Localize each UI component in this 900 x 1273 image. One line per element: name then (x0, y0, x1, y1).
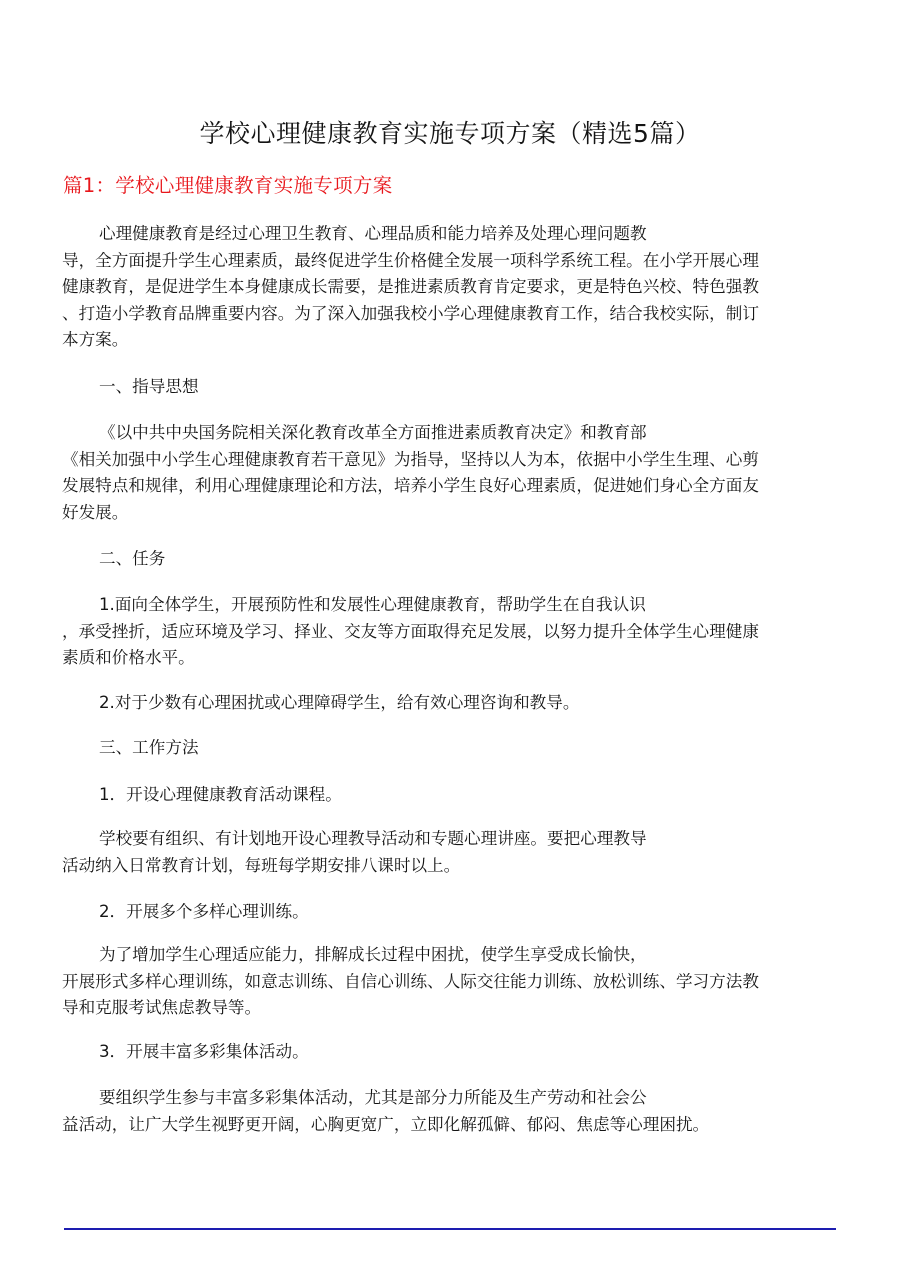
text-line: 学校要有组织、有计划地开设心理教导活动和专题心理讲座。要把心理教导 (99, 829, 647, 848)
text-line: ，承受挫折，适应环境及学习、择业、交友等方面取得充足发展，以努力提升全体学生心理健康 (62, 621, 759, 641)
method-2-title (62, 899, 842, 926)
subheading: 二、任务 (99, 549, 166, 568)
text-line: 本方案。 (62, 330, 129, 349)
text-line: 发展特点和规律，利用心理健康理论和方法，培养小学生良好心理素质，促进她们身心全方面友 (62, 476, 759, 495)
text-line: 素质和价格水平。 (62, 648, 195, 667)
text-line: 益活动，让广大学生视野更开阔，心胸更宽广，立即化解孤僻、郁闷、焦虑等心理困扰。 (62, 1114, 710, 1134)
text-line: 1．开设心理健康教育活动课程。 (99, 785, 342, 804)
text-line: 《相关加强中小学生心理健康教育若干意见》为指导，坚持以人为本，依据中小学生生理、心剪 (62, 449, 759, 469)
method-1-body (62, 826, 842, 879)
footer-divider (64, 1228, 836, 1230)
text-line: 2.对于少数有心理困扰或心理障碍学生，给有效心理咨询和教导。 (99, 693, 580, 712)
text-line: 健康教育，是促进学生本身健康成长需要，是推进素质教育肯定要求，更是特色兴校、特色强教 (62, 277, 759, 296)
text-line: 1.面向全体学生，开展预防性和发展性心理健康教育，帮助学生在自我认识 (99, 595, 646, 614)
text-line: 心理健康教育是经过心理卫生教育、心理品质和能力培养及处理心理问题教 (99, 224, 647, 243)
heading-tasks (62, 546, 842, 573)
text-line: 导和克服考试焦虑教导等。 (62, 998, 262, 1017)
method-3-body (62, 1085, 842, 1138)
method-3-title (62, 1039, 842, 1066)
task-2-paragraph (62, 690, 842, 717)
text-line: 活动纳入日常教育计划，每班每学期安排八课时以上。 (62, 855, 461, 875)
section-heading: 篇1：学校心理健康教育实施专项方案 (63, 174, 393, 197)
heading-methods (62, 735, 842, 762)
method-2-body (62, 942, 842, 1022)
text-line: 要组织学生参与丰富多彩集体活动，尤其是部分力所能及生产劳动和社会公 (99, 1088, 647, 1107)
text-line: 、打造小学教育品牌重要内容。为了深入加强我校小学心理健康教育工作，结合我校实际，制订 (62, 303, 759, 323)
heading-guiding-ideology (62, 374, 842, 401)
text-line: 2．开展多个多样心理训练。 (99, 902, 309, 921)
subheading: 一、指导思想 (99, 377, 199, 396)
document-title: 学校心理健康教育实施专项方案（精选5篇） (199, 119, 701, 148)
text-line: 为了增加学生心理适应能力，排解成长过程中困扰，使学生享受成长愉快， (99, 945, 647, 964)
text-line: 好发展。 (62, 502, 129, 522)
text-line: 3．开展丰富多彩集体活动。 (99, 1042, 309, 1061)
guiding-paragraph (62, 420, 842, 526)
method-1-title (62, 782, 842, 809)
intro-paragraph (62, 221, 842, 354)
task-1-paragraph (62, 592, 842, 672)
text-line: 导，全方面提升学生心理素质，最终促进学生价格健全发展一项科学系统工程。在小学开展心理 (62, 250, 759, 270)
text-line: 《以中共中央国务院相关深化教育改革全方面推进素质教育决定》和教育部 (99, 423, 647, 442)
subheading: 三、工作方法 (99, 738, 199, 757)
text-line: 开展形式多样心理训练，如意志训练、自信心训练、人际交往能力训练、放松训练、学习方法教 (62, 971, 759, 991)
